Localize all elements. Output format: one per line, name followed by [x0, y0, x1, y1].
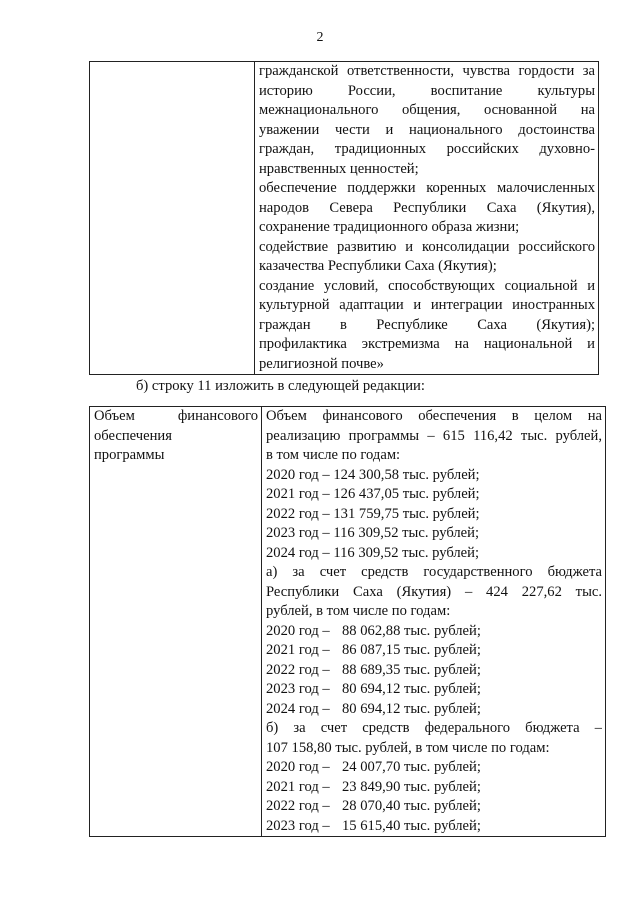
amount: 88 689,35 тыс. рублей;: [342, 661, 481, 678]
year: 2024 год –: [266, 544, 330, 561]
year-line: [266, 817, 602, 837]
amount: 28 070,40 тыс. рублей;: [342, 798, 481, 814]
amount: 86 087,15 тыс. рублей;: [342, 642, 481, 658]
year: 2022 год –: [266, 505, 330, 522]
table-row: [90, 407, 606, 837]
text-line: рублей, в том числе по годам:: [266, 603, 451, 619]
amount: 88 062,88 тыс. рублей;: [342, 622, 481, 639]
text-line: казачества Республики Саха (Якутия);: [259, 258, 497, 274]
amount: 124 300,58 тыс. рублей;: [333, 466, 480, 483]
amount: 126 437,05 тыс. рублей;: [333, 486, 480, 502]
amount: 80 694,12 тыс. рублей;: [342, 681, 481, 697]
text-line: создание условий, способствующих социальной и: [259, 277, 595, 294]
text-line: сохранение традиционного образа жизни;: [259, 219, 520, 235]
amount: 24 007,70 тыс. рублей;: [342, 759, 481, 775]
year: 2023 год –: [266, 817, 330, 834]
amount: 23 849,90 тыс. рублей;: [342, 778, 481, 795]
text-line: Республики Саха (Якутия) – 424 227,62 тыс.: [266, 583, 602, 600]
funding-table: [89, 406, 606, 837]
text-line: Объем финансового обеспечения в целом на: [266, 408, 602, 424]
year: 2021 год –: [266, 778, 330, 795]
text-line: в том числе по годам:: [266, 447, 401, 463]
label-line: обеспечения: [94, 427, 172, 444]
year: 2022 год –: [266, 798, 330, 814]
year-line: [266, 641, 602, 661]
text-line: историю России, воспитание культуры: [259, 82, 595, 99]
year: 2024 год –: [266, 700, 330, 717]
year-line: [266, 758, 602, 778]
text-line: обеспечение поддержки коренных малочисленных: [259, 180, 595, 196]
year-line: [266, 485, 602, 505]
goals-table-continued: [89, 61, 599, 375]
funding-text-cell: [262, 407, 606, 837]
text-line: религиозной почве»: [259, 355, 384, 372]
text-line: реализацию программы – 615 116,42 тыс. рублей,: [266, 427, 602, 444]
year: 2023 год –: [266, 525, 330, 541]
text-line: граждан в Республике Саха (Якутия);: [259, 316, 595, 333]
year-line: [266, 544, 602, 564]
amount: 116 309,52 тыс. рублей;: [333, 525, 480, 541]
amount: 131 759,75 тыс. рублей;: [333, 505, 480, 522]
text-line: народов Севера Республики Саха (Якутия),: [259, 199, 595, 216]
page-number: 2: [316, 30, 324, 45]
text-line: 107 158,80 тыс. рублей, в том числе по годам:: [266, 739, 550, 756]
empty-label-cell: [90, 62, 255, 375]
year: 2022 год –: [266, 661, 330, 678]
year-line: [266, 524, 602, 544]
text-line: б) за счет средств федерального бюджета –: [266, 720, 602, 736]
year: 2020 год –: [266, 466, 330, 483]
year-line: [266, 661, 602, 681]
year-line: [266, 622, 602, 642]
text-line: граждан, традиционных российских духовно-: [259, 141, 595, 157]
text-line: а) за счет средств государственного бюджета: [266, 564, 602, 580]
year: 2021 год –: [266, 486, 330, 502]
label-line: программы: [94, 447, 165, 463]
amount: 80 694,12 тыс. рублей;: [342, 700, 481, 717]
text-line: гражданской ответственности, чувства гордости за: [259, 63, 595, 79]
text-line: нравственных ценностей;: [259, 160, 419, 177]
amount: 116 309,52 тыс. рублей;: [333, 544, 480, 561]
text-line: содействие развитию и консолидации российского: [259, 238, 595, 255]
year-line: [266, 797, 602, 817]
year: 2021 год –: [266, 642, 330, 658]
amendment-instruction: б) строку 11 изложить в следующей редакции:: [136, 378, 425, 394]
text-line: профилактика экстремизма на национальной и: [259, 336, 595, 352]
year-line: [266, 680, 602, 700]
year-line: [266, 505, 602, 525]
year-line: [266, 466, 602, 486]
year-line: [266, 700, 602, 720]
label-line: Объем финансового: [94, 408, 258, 424]
year: 2020 год –: [266, 759, 330, 775]
year: 2023 год –: [266, 681, 330, 697]
text-line: межнационального общения, основанной на: [259, 102, 595, 118]
text-line: уважении чести и национального достоинства: [259, 121, 595, 138]
funding-label-cell: [90, 407, 262, 837]
year-line: [266, 778, 602, 798]
year: 2020 год –: [266, 622, 330, 639]
table-row: [90, 62, 599, 375]
goals-text-cell: [255, 62, 599, 375]
text-line: культурной адаптации и интеграции иностранных: [259, 297, 595, 313]
amount: 15 615,40 тыс. рублей;: [342, 817, 481, 834]
